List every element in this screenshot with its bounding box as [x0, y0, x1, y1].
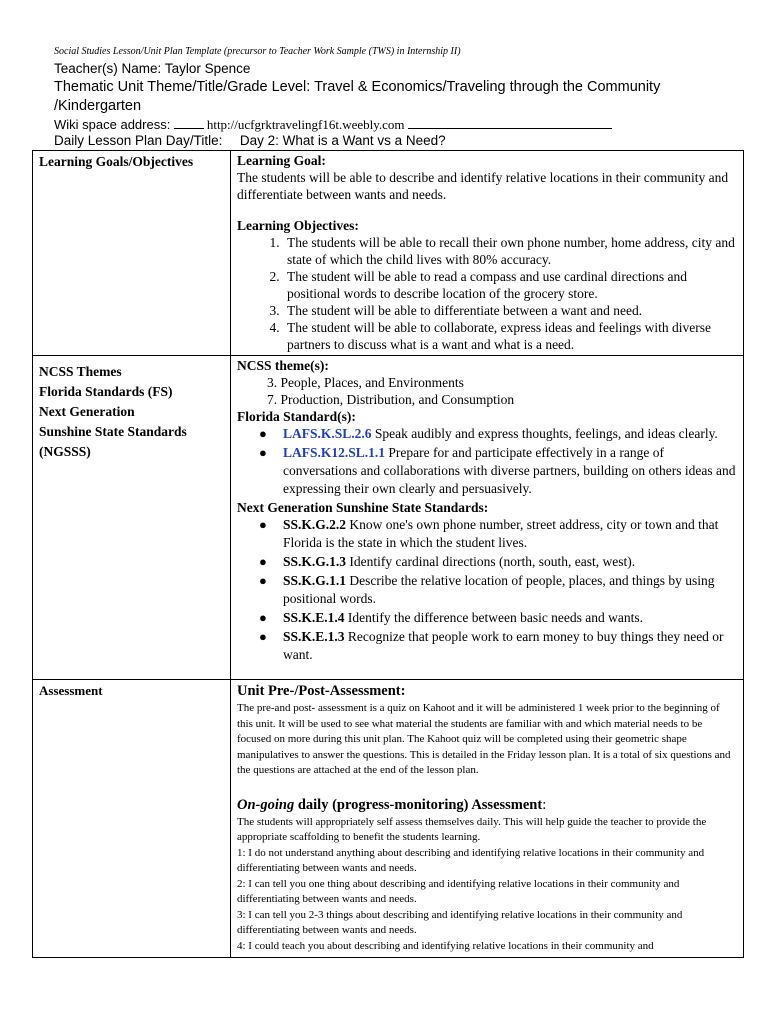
- ncss-theme-item: 3. People, Places, and Environments: [267, 375, 464, 390]
- table-row-assessment: [33, 680, 744, 958]
- list-item: [259, 572, 737, 608]
- scale-item: 4: I could teach you about describing and identifying relative locations in their community and: [237, 939, 654, 952]
- theme-label: Thematic Unit Theme/Title/Grade Level:: [54, 79, 311, 95]
- theme-value: Travel & Economics/Traveling through the Community /Kindergarten: [54, 79, 661, 114]
- teacher-name-line: [54, 61, 250, 76]
- pre-post-heading: Unit Pre-/Post-Assessment:: [237, 683, 406, 699]
- standard-text: Know one's own phone number, street address, city or town and that Florida is the state in which the student lives.: [283, 517, 719, 550]
- ongoing-intro: The students will appropriately self assess themselves daily. This will help guide the teacher to provide the appropriate scaffolding to benefit the students learning.: [237, 815, 707, 843]
- bullet-icon: ●: [259, 573, 267, 588]
- standards-label-line: Florida Standards (FS): [39, 384, 173, 399]
- list-item: 1. The students will be able to recall their own phone number, home address, city and state of which the child lives with 80% accuracy.: [283, 234, 737, 268]
- bullet-icon: ●: [259, 554, 267, 569]
- objectives-list: [237, 234, 737, 353]
- standard-text: Identify the difference between basic needs and wants.: [344, 610, 644, 625]
- lesson-plan-table: [32, 150, 744, 958]
- daily-label: Daily Lesson Plan Day/Title:: [54, 133, 223, 148]
- standard-text: Prepare for and participate effectively in a range of conversations and collaborations with diverse partners, building on others ideas and expressing their own clearly and persuasively.: [283, 445, 736, 496]
- learning-goal-text: The students will be able to describe and identify relative locations in their community and differentiate between wants and needs.: [237, 170, 729, 202]
- daily-line: [54, 133, 446, 148]
- ongoing-rest: daily (progress-monitoring) Assessment: [294, 796, 543, 813]
- list-item: [259, 516, 737, 552]
- ongoing-italic: On-going: [237, 796, 295, 813]
- list-item: [259, 609, 737, 627]
- bullet-icon: ●: [259, 445, 267, 460]
- assessment-content-cell: [231, 680, 744, 958]
- standard-text: Identify cardinal directions (north, south, east, west).: [346, 554, 636, 569]
- ngsss-heading: Next Generation Sunshine State Standards:: [237, 500, 489, 515]
- florida-standards-heading: Florida Standard(s):: [237, 409, 356, 424]
- list-item: [259, 628, 737, 664]
- list-item: [259, 425, 737, 443]
- list-item: 2. The student will be able to read a compass and use cardinal directions and positional words to describe location of the grocery store.: [283, 268, 737, 302]
- standard-code: SS.K.E.1.3: [283, 629, 345, 644]
- standards-label-line: Next Generation: [39, 404, 135, 419]
- florida-standards-list: [237, 425, 737, 498]
- table-row-goals: [33, 151, 744, 356]
- teacher-name: Taylor Spence: [164, 61, 251, 76]
- assessment-label: Assessment: [39, 683, 103, 698]
- goals-content-cell: [231, 151, 744, 356]
- learning-goal-heading: Learning Goal:: [237, 153, 326, 168]
- ncss-heading: NCSS theme(s):: [237, 358, 329, 373]
- scale-item: 3: I can tell you 2-3 things about describing and identifying relative locations in their community and differentiating between wants and needs.: [237, 908, 683, 936]
- list-item: [259, 553, 737, 571]
- standard-code: SS.K.G.2.2: [283, 517, 347, 532]
- daily-value: Day 2: What is a Want vs a Need?: [239, 133, 446, 148]
- standard-text: Recognize that people work to earn money to buy things they need or want.: [283, 629, 724, 662]
- list-item: [259, 444, 737, 498]
- list-item: 4. The student will be able to collaborate, express ideas and feelings with diverse partners to discuss what is a want and what is a need.: [283, 319, 737, 353]
- learning-objectives-heading: Learning Objectives:: [237, 218, 359, 233]
- bullet-icon: ●: [259, 426, 267, 441]
- ngsss-standards-list: [237, 516, 737, 664]
- standards-label-line: NCSS Themes: [39, 364, 122, 379]
- wiki-blank-before: [174, 116, 204, 129]
- theme-line: [54, 78, 694, 116]
- wiki-line: [54, 116, 612, 133]
- bullet-icon: ●: [259, 629, 267, 644]
- standard-text: Describe the relative location of people, places, and things by using positional words.: [283, 573, 715, 606]
- standard-code: SS.K.G.1.3: [283, 554, 347, 569]
- wiki-blank-after: [408, 116, 612, 129]
- standards-label-line: Sunshine State Standards: [39, 424, 187, 439]
- bullet-icon: ●: [259, 517, 267, 532]
- template-title: Social Studies Lesson/Unit Plan Template (precursor to Teacher Work Sample (TWS) in Internship II): [54, 46, 461, 57]
- goals-label: Learning Goals/Objectives: [39, 154, 194, 169]
- bullet-icon: ●: [259, 610, 267, 625]
- assessment-label-cell: [33, 680, 231, 958]
- scale-item: 1: I do not understand anything about describing and identifying relative locations in their community and differentiating between wants and needs.: [237, 846, 705, 874]
- standard-code: SS.K.G.1.1: [283, 573, 347, 588]
- pre-post-text: The pre-and post- assessment is a quiz on Kahoot and it will be administered 1 week prior to the beginning of this unit. It will be used to see what material the students are familiar with and which material needs to be focused on more during this unit plan. The Kahoot quiz will be completed using their geometric shape manipulatives to answer the questions. This is detailed in the Friday lesson plan. It is a total of six questions and the questions are attached at the end of the lesson plan.: [237, 702, 731, 776]
- goals-label-cell: [33, 151, 231, 356]
- wiki-value[interactable]: http://ucfgrktravelingf16t.weebly.com: [206, 117, 405, 132]
- ncss-theme-item: 7. Production, Distribution, and Consumption: [267, 392, 515, 407]
- wiki-label: Wiki space address:: [54, 117, 171, 132]
- ongoing-heading: [237, 795, 737, 815]
- standards-content-cell: [231, 356, 744, 680]
- standard-code: SS.K.E.1.4: [283, 610, 345, 625]
- standard-text: Speak audibly and express thoughts, feelings, and ideas clearly.: [371, 426, 718, 441]
- ongoing-colon: :: [542, 796, 547, 813]
- standards-label-line: (NGSSS): [39, 444, 91, 459]
- standard-code-link[interactable]: LAFS.K12.SL.1.1: [283, 445, 386, 460]
- standard-code-link[interactable]: LAFS.K.SL.2.6: [283, 426, 372, 441]
- standards-label-cell: [33, 356, 231, 680]
- table-row-standards: [33, 356, 744, 680]
- list-item: 3. The student will be able to differentiate between a want and need.: [283, 302, 737, 319]
- teacher-label: Teacher(s) Name:: [54, 61, 162, 76]
- scale-item: 2: I can tell you one thing about describing and identifying relative locations in their community and differentiating between wants and needs.: [237, 877, 680, 905]
